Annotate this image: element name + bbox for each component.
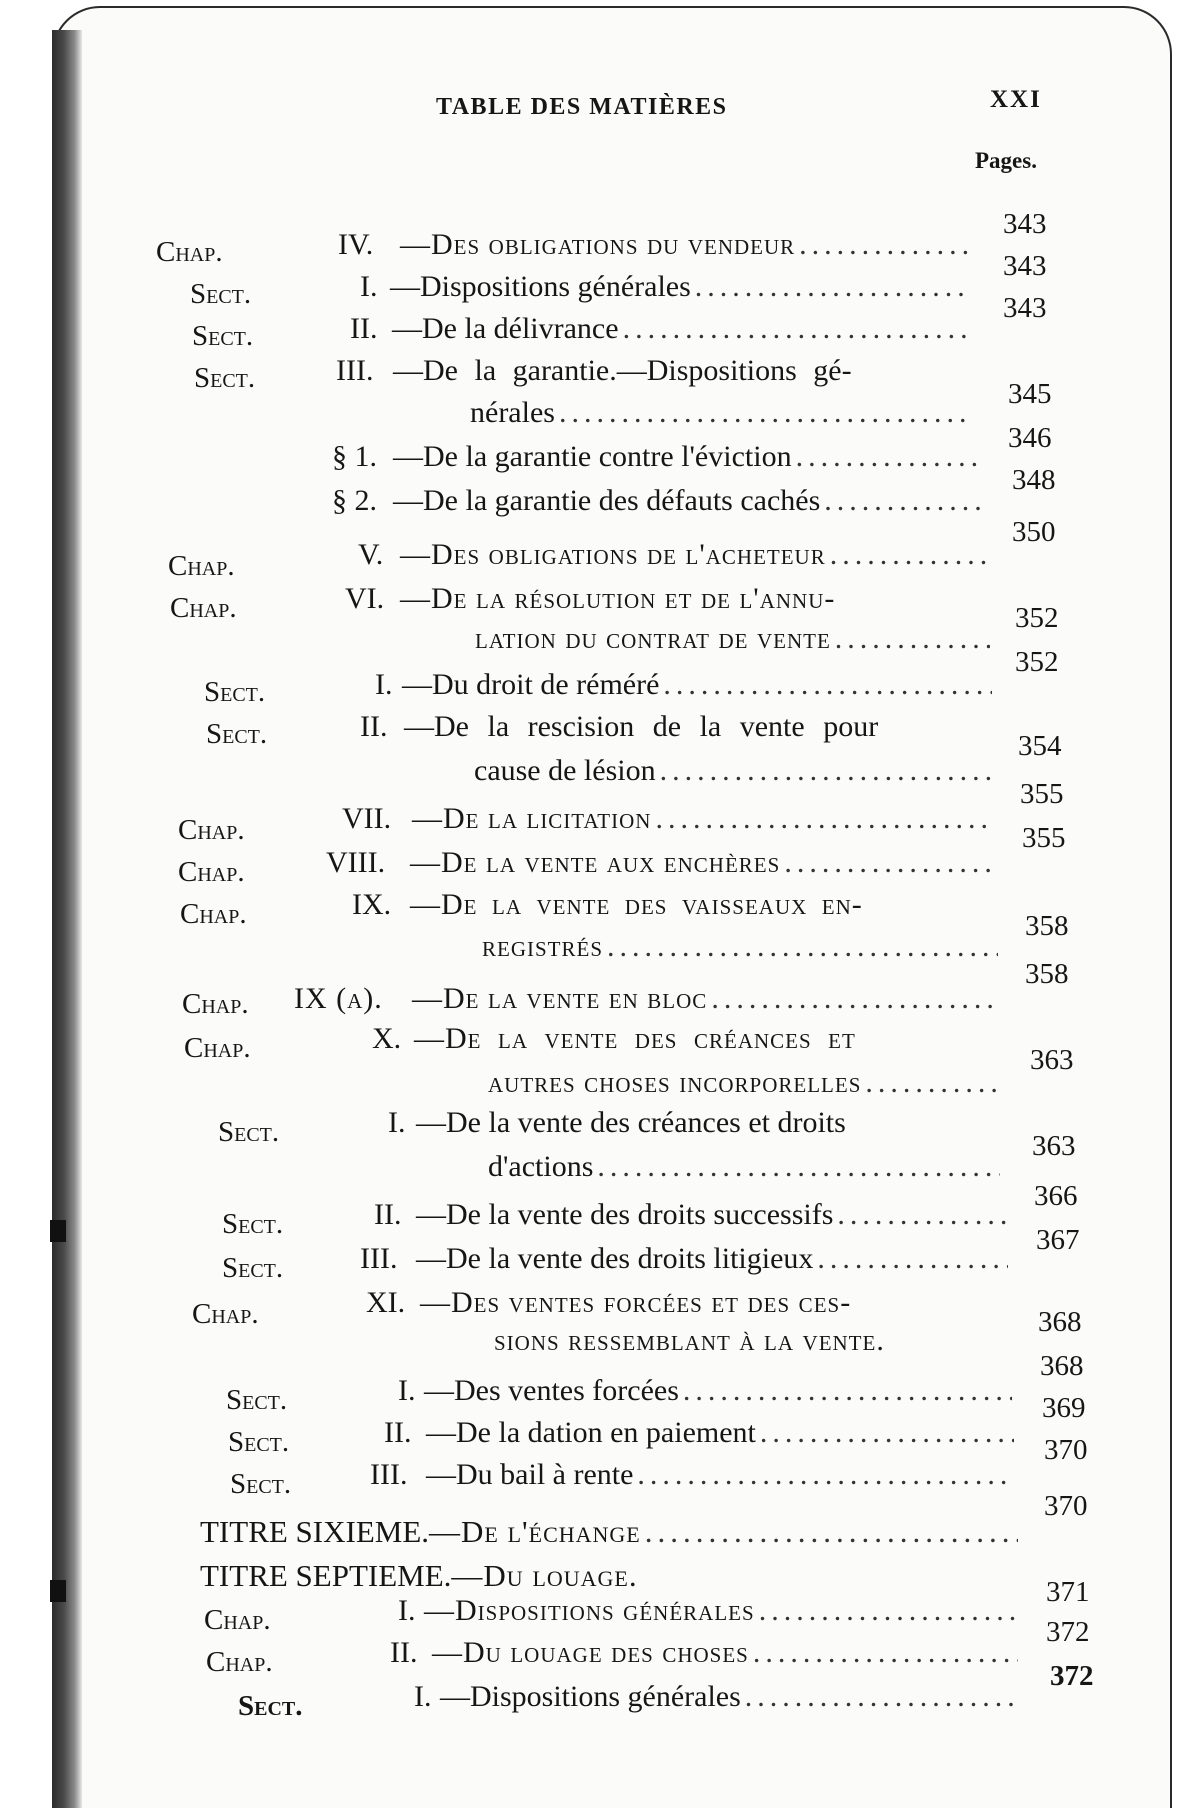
entry-title: —De la vente en bloc xyxy=(412,982,708,1015)
entry-number: I. xyxy=(414,1680,432,1713)
entry-title: —Du louage. xyxy=(451,1558,638,1593)
entry-title: —De la garantie des défauts cachés xyxy=(393,484,821,517)
entry-label: Sect. xyxy=(228,1426,290,1458)
page-number: 343 xyxy=(1003,292,1047,324)
entry-title-continued: registrés xyxy=(482,930,604,963)
entry-label: Chap. xyxy=(178,856,245,888)
page-number: 354 xyxy=(1018,730,1062,762)
leader-dots xyxy=(663,666,992,704)
entry-title: —De la vente des créances et droits xyxy=(416,1106,846,1139)
binding-notch xyxy=(50,1580,66,1602)
title-heading: TITRE SIXIEME. xyxy=(200,1514,430,1549)
entry-title-continued: d'actions xyxy=(488,1150,594,1183)
leader-dots xyxy=(559,394,970,432)
entry-number: III. xyxy=(370,1458,408,1491)
entry-label: Chap. xyxy=(156,236,223,268)
entry-title: —Des obligations du vendeur xyxy=(400,228,796,261)
entry-number: II. xyxy=(360,710,388,743)
leader-dots xyxy=(745,1678,1020,1716)
leader-dots xyxy=(759,1592,1016,1630)
entry-title: —Dispositions générales xyxy=(440,1680,741,1713)
entry-title-continued: autres choses incorporelles xyxy=(488,1066,862,1099)
leader-dots xyxy=(824,482,983,520)
entry-number: III. xyxy=(360,1242,398,1275)
entry-number: VI. xyxy=(345,582,385,615)
page-number: 363 xyxy=(1030,1044,1074,1076)
leader-dots xyxy=(784,844,998,882)
leader-dots xyxy=(835,620,990,658)
leader-dots xyxy=(796,438,983,476)
entry-title: —De la vente des vaisseaux en- xyxy=(410,888,863,921)
entry-number: I. xyxy=(360,270,378,303)
page-folio: XXI xyxy=(990,86,1042,113)
entry-number: I. xyxy=(388,1106,406,1139)
entry-title: —De la rescision de la vente pour xyxy=(404,710,879,743)
page-number: 345 xyxy=(1008,378,1052,410)
leader-dots xyxy=(637,1456,1014,1494)
entry-number: IV. xyxy=(338,228,374,261)
entry-title: —De l'échange xyxy=(429,1514,641,1549)
leader-dots xyxy=(865,1064,1000,1102)
entry-title: —Du louage des choses xyxy=(432,1636,749,1669)
page-number: 370 xyxy=(1044,1490,1088,1522)
entry-title: —Du bail à rente xyxy=(426,1458,634,1491)
entry-title: —De la délivrance xyxy=(392,312,619,345)
leader-dots xyxy=(660,752,994,790)
entry-title: —Des ventes forcées xyxy=(424,1374,679,1407)
entry-label: Sect. xyxy=(222,1208,284,1240)
entry-number: III. xyxy=(336,354,374,387)
leader-dots xyxy=(655,800,994,838)
leader-dots xyxy=(597,1148,1000,1186)
entry-label: Chap. xyxy=(170,592,237,624)
entry-label: Chap. xyxy=(192,1298,259,1330)
page-number: 343 xyxy=(1003,250,1047,282)
leader-dots xyxy=(817,1240,1008,1278)
entry-number: XI. xyxy=(366,1286,406,1319)
entry-label: Sect. xyxy=(204,676,266,708)
page-number: 348 xyxy=(1012,464,1056,496)
entry-title: —De la vente des droits litigieux xyxy=(416,1242,814,1275)
entry-label: Chap. xyxy=(206,1646,273,1678)
leader-dots xyxy=(760,1414,1014,1452)
entry-number: IX. xyxy=(352,888,392,921)
entry-number: II. xyxy=(350,312,378,345)
entry-number: § 2. xyxy=(332,484,377,517)
page-number: 358 xyxy=(1025,958,1069,990)
entry-number: IX (a). xyxy=(294,982,383,1015)
page-number: 352 xyxy=(1015,646,1059,678)
entry-label: Chap. xyxy=(182,988,249,1020)
page-number: 371 xyxy=(1046,1576,1090,1608)
page-number: 369 xyxy=(1042,1392,1086,1424)
entry-number: VII. xyxy=(342,802,392,835)
entry-title: —De la garantie contre l'éviction xyxy=(393,440,792,473)
entry-title: —De la résolution et de l'annu- xyxy=(400,582,836,615)
entry-label: Sect. xyxy=(226,1384,288,1416)
leader-dots xyxy=(607,928,998,966)
entry-title: —De la vente des créances et xyxy=(414,1022,856,1055)
page-number: 366 xyxy=(1034,1180,1078,1212)
binding-gutter xyxy=(52,30,82,1808)
page-number: 372 xyxy=(1046,1616,1090,1648)
entry-label: Sect. xyxy=(206,718,268,750)
leader-dots xyxy=(837,1196,1006,1234)
entry-title: —De la licitation xyxy=(412,802,652,835)
entry-label: Chap. xyxy=(184,1032,251,1064)
entry-title: —De la garantie.—Dispositions gé- xyxy=(393,354,852,387)
leader-dots xyxy=(799,226,970,264)
leader-dots xyxy=(711,980,1000,1018)
binding-notch xyxy=(50,1220,66,1242)
page-number: 370 xyxy=(1044,1434,1088,1466)
entry-label: Sect. xyxy=(238,1690,303,1722)
entry-title: —Des ventes forcées et des ces- xyxy=(420,1286,852,1319)
entry-title: —De la vente des droits successifs xyxy=(416,1198,834,1231)
entry-number: I. xyxy=(375,668,393,701)
entry-number: II. xyxy=(384,1416,412,1449)
entry-number: § 1. xyxy=(332,440,377,473)
page-number: 363 xyxy=(1032,1130,1076,1162)
page-number: 343 xyxy=(1003,208,1047,240)
leader-dots xyxy=(645,1514,1018,1550)
entry-number: I. xyxy=(398,1594,416,1627)
leader-dots xyxy=(683,1372,1012,1410)
entry-number: X. xyxy=(372,1022,402,1055)
entry-label: Sect. xyxy=(218,1116,280,1148)
page-number: 372 xyxy=(1050,1660,1094,1692)
entry-label: Sect. xyxy=(222,1252,284,1284)
entry-label: Sect. xyxy=(194,362,256,394)
page-number: 346 xyxy=(1008,422,1052,454)
entry-title-continued: sions ressemblant à la vente. xyxy=(494,1324,885,1357)
leader-dots xyxy=(753,1634,1018,1672)
page-number: 355 xyxy=(1020,778,1064,810)
entry-label: Chap. xyxy=(168,550,235,582)
entry-title-continued: nérales xyxy=(470,396,555,429)
entry-title-continued: cause de lésion xyxy=(474,754,656,787)
page-number: 367 xyxy=(1036,1224,1080,1256)
entry-number: II. xyxy=(390,1636,418,1669)
entry-title: —De la vente aux enchères xyxy=(410,846,781,879)
entry-label: Chap. xyxy=(180,898,247,930)
title-heading: TITRE SEPTIEME. xyxy=(200,1558,452,1593)
page-number: 358 xyxy=(1025,910,1069,942)
leader-dots xyxy=(623,310,970,348)
page-number: 368 xyxy=(1038,1306,1082,1338)
pages-column-label: Pages. xyxy=(975,148,1037,173)
leader-dots xyxy=(830,536,988,574)
entry-number: II. xyxy=(374,1198,402,1231)
leader-dots xyxy=(695,268,970,306)
entry-number: I. xyxy=(398,1374,416,1407)
entry-label: Sect. xyxy=(230,1468,292,1500)
entry-title: —Du droit de réméré xyxy=(402,668,660,701)
page-number: 352 xyxy=(1015,602,1059,634)
entry-label: Sect. xyxy=(192,320,254,352)
entry-label: Chap. xyxy=(204,1604,271,1636)
page-number: 368 xyxy=(1040,1350,1084,1382)
page-number: 355 xyxy=(1022,822,1066,854)
entry-label: Chap. xyxy=(178,814,245,846)
entry-title: —Dispositions générales xyxy=(424,1594,755,1627)
entry-title-continued: lation du contrat de vente xyxy=(475,622,831,655)
entry-title: —De la dation en paiement xyxy=(426,1416,756,1449)
entry-number: V. xyxy=(358,538,384,571)
page-number: 350 xyxy=(1012,516,1056,548)
entry-title: —Dispositions générales xyxy=(390,270,691,303)
entry-number: VIII. xyxy=(326,846,386,879)
entry-label: Sect. xyxy=(190,278,252,310)
running-title: TABLE DES MATIÈRES xyxy=(436,94,728,120)
entry-title: —Des obligations de l'acheteur xyxy=(400,538,826,571)
